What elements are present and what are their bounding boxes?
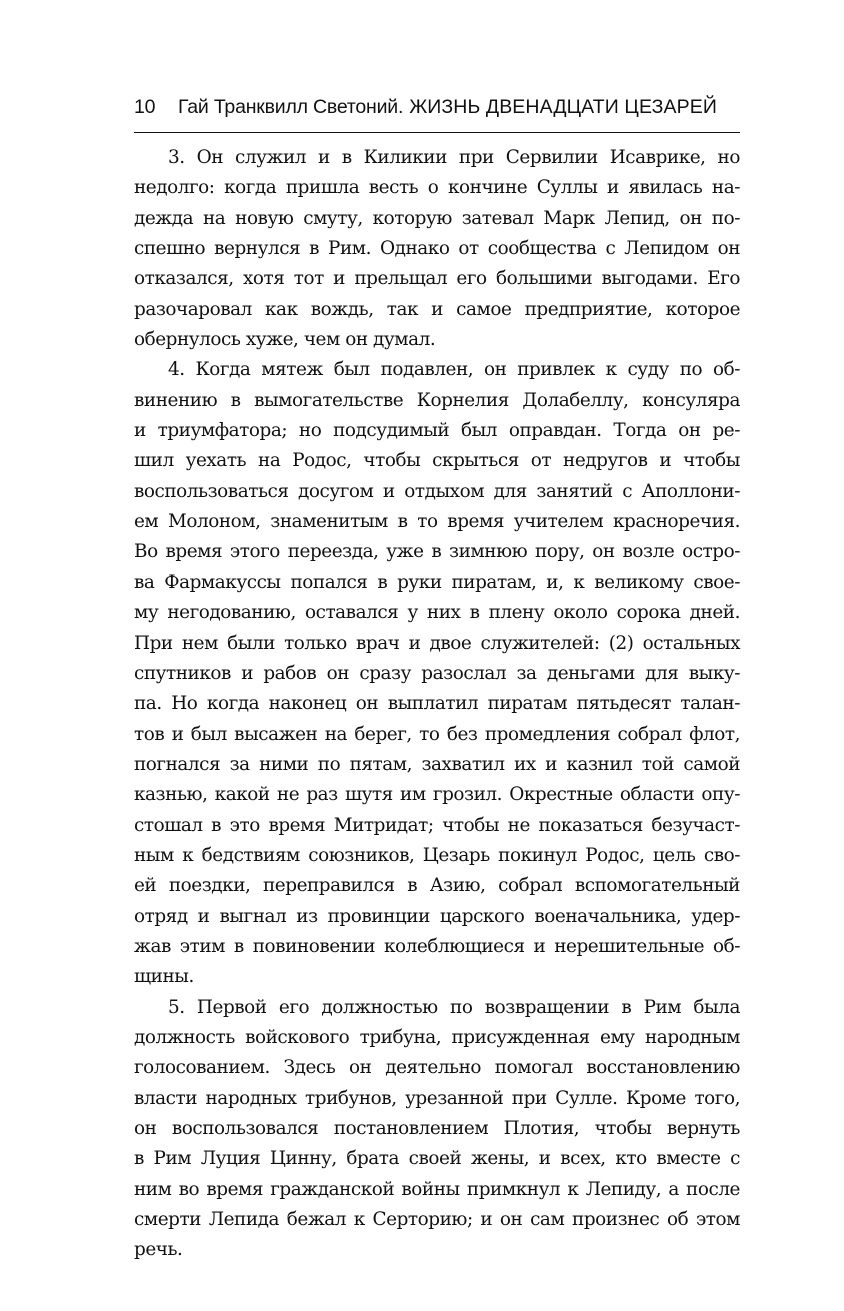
text-line: отряд и выгнал из провинции царского военачальника, удер- <box>134 905 740 927</box>
text-line: стошал в это время Митридат; чтобы не показаться безучаст- <box>134 814 740 836</box>
text-line: му негодованию, оставался у них в плену около сорока дней. <box>134 602 740 624</box>
text-line: воспользоваться досугом и отдыхом для занятий с Аполлони- <box>134 480 740 502</box>
header-rule <box>134 132 740 133</box>
running-header-title: ЖИЗНЬ ДВЕНАДЦАТИ ЦЕЗАРЕЙ <box>409 96 717 118</box>
text-line: власти народных трибунов, урезанной при Сулле. Кроме того, <box>134 1087 740 1109</box>
text-line: Во время этого переезда, уже в зимнюю пору, он возле остро- <box>134 541 740 563</box>
text-line: казнью, какой не раз шутя им грозил. Окрестные области опу- <box>134 784 740 806</box>
text-line: спешно вернулся в Рим. Однако от сообщества с Лепидом он <box>134 238 740 260</box>
text-line: ем Молоном, знаменитым в то время учителем красноречия. <box>134 511 740 533</box>
text-line: ным к бедствиям союзников, Цезарь покинул Родос, цель сво- <box>134 844 740 866</box>
text-line: голосованием. Здесь он деятельно помогал восстановлению <box>134 1057 740 1079</box>
page-number: 10 <box>134 96 156 118</box>
running-header <box>134 96 740 132</box>
running-header-author: Гай Транквилл Светоний. <box>178 96 404 118</box>
text-line: разочаровал как вождь, так и самое предприятие, которое <box>134 298 740 320</box>
text-line: 3. Он служил и в Киликии при Сервилии Исаврике, но <box>168 147 740 168</box>
text-line: обернулось хуже, чем он думал. <box>134 329 436 351</box>
text-line: па. Но когда наконец он выплатил пиратам пятьдесят талан- <box>134 693 740 715</box>
body-text <box>134 143 740 1266</box>
text-line: спутников и рабов он сразу разослал за деньгами для выку- <box>134 662 740 684</box>
text-line: шил уехать на Родос, чтобы скрыться от недругов и чтобы <box>134 450 740 472</box>
text-line: жав этим в повиновении колеблющиеся и нерешительные об- <box>134 935 740 957</box>
text-line: ва Фармакуссы попался в руки пиратам, и, к великому свое- <box>134 571 740 593</box>
text-line: смерти Лепида бежал к Серторию; и он сам произнес об этом <box>134 1209 740 1231</box>
text-line: он воспользовался постановлением Плотия, чтобы вернуть <box>134 1118 740 1139</box>
text-line: должность войскового трибуна, присужденная ему народным <box>134 1026 740 1048</box>
text-line: щины. <box>134 966 194 988</box>
text-line: недолго: когда пришла весть о кончине Суллы и явилась на- <box>134 177 740 199</box>
text-line: дежда на новую смуту, которую затевал Марк Лепид, он по- <box>134 207 740 229</box>
text-line: в Рим Луция Цинну, брата своей жены, и всех, кто вместе с <box>134 1148 740 1170</box>
text-line: 5. Первой его должностью по возвращении в Рим была <box>168 996 740 1018</box>
text-line: винению в вымогательстве Корнелия Долабеллу, консуляра <box>134 389 740 411</box>
text-line: ним во время гражданской войны примкнул к Лепиду, а после <box>134 1178 740 1200</box>
text-line: ей поездки, переправился в Азию, собрал вспомогательный <box>134 875 740 897</box>
text-line: тов и был высажен на берег, то без промедления собрал флот, <box>134 723 740 745</box>
text-line: и триумфатора; но подсудимый был оправдан. Тогда он ре- <box>134 420 740 442</box>
text-line: речь. <box>134 1239 183 1261</box>
text-line: отказался, хотя тот и прельщал его большими выгодами. Его <box>134 268 740 290</box>
book-page <box>134 96 740 1266</box>
text-line: погнался за ними по пятам, захватил их и казнил той самой <box>134 753 740 775</box>
text-line: При нем были только врач и двое служителей: (2) остальных <box>134 632 740 654</box>
text-line: 4. Когда мятеж был подавлен, он привлек к суду по об- <box>168 359 740 381</box>
